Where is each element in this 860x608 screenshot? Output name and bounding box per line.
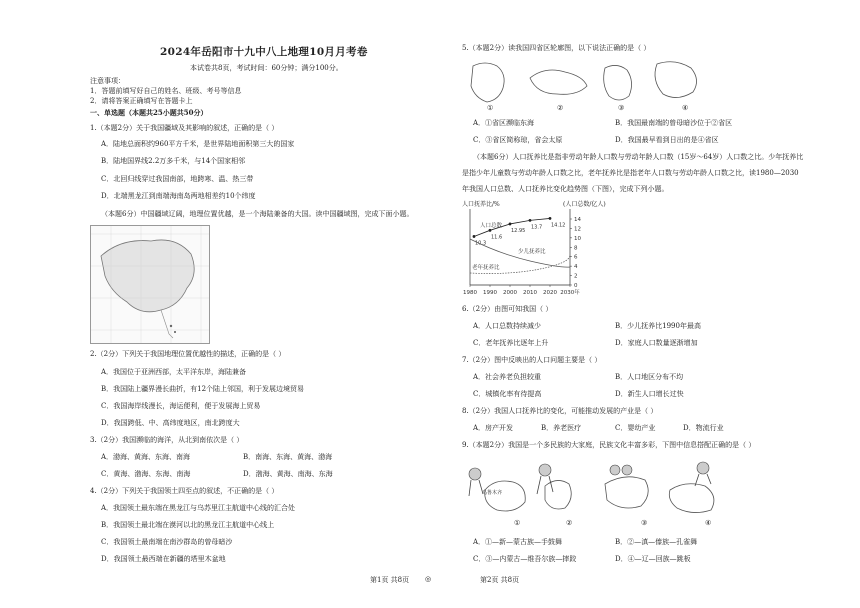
chart-x-tick-label: 1990 bbox=[483, 290, 497, 296]
chart-data-point bbox=[509, 223, 512, 226]
chart-data-point bbox=[489, 229, 492, 232]
notes-item: 2．请将答案正确填写在答题卡上 bbox=[90, 97, 193, 105]
q4-option-b[interactable]: B．我国领土最北端在漠河以北的黑龙江主航道中心线上 bbox=[101, 521, 275, 529]
culture-label: ③ bbox=[641, 519, 648, 527]
q3-option-b[interactable]: B．南海、东海、黄海、渤海 bbox=[243, 453, 333, 461]
chart-data-label: 14.12 bbox=[551, 222, 566, 229]
q3-stem: 3.（2分）我国濒临的海洋，从北到南依次是（ ） bbox=[90, 436, 244, 444]
culture-image-2 bbox=[537, 464, 571, 509]
q5-option-a[interactable]: A．①省区濒临东海 bbox=[473, 119, 535, 127]
q4-option-d[interactable]: D．我国领土最西端在新疆的塔里木盆地 bbox=[101, 555, 226, 563]
q9-option-b[interactable]: B．②—滇—傣族—孔雀舞 bbox=[615, 538, 698, 546]
province-4-outline bbox=[655, 62, 697, 98]
province-3-outline bbox=[604, 65, 632, 100]
chart-y-tick-label: 0 bbox=[574, 283, 578, 289]
q8-option-c[interactable]: C．婴幼产业 bbox=[615, 424, 656, 432]
chart-y-tick-label: 4 bbox=[574, 264, 578, 271]
section-heading: 一、单选题（本题共25小题共50分） bbox=[90, 108, 208, 117]
q4-option-a[interactable]: A．我国领土最东端在黑龙江与乌苏里江主航道中心线的汇合处 bbox=[101, 504, 296, 512]
province-label: ② bbox=[557, 104, 564, 112]
q2-option-c[interactable]: C．我国海岸线漫长，海运便利，便于发展海上贸易 bbox=[101, 402, 261, 410]
culture-image-4 bbox=[669, 462, 714, 513]
intro-text: （本题6分）人口抚养比是指非劳动年龄人口数与劳动年龄人口数（15岁～64岁）人口数之比。少年抚养比 bbox=[473, 153, 804, 161]
q4-stem: 4.（2分）下列关于我国领土四至点的叙述，不正确的是（ ） bbox=[90, 487, 279, 495]
q5-option-b[interactable]: B．我国最南端的曾母暗沙位于②省区 bbox=[615, 119, 733, 127]
chart-data-label: 13.7 bbox=[531, 224, 543, 231]
province-label: ① bbox=[487, 104, 494, 112]
q9-option-d[interactable]: D．④—辽—回族—跳板 bbox=[615, 555, 691, 563]
q7-option-b[interactable]: B．人口地区分布不均 bbox=[615, 373, 684, 381]
chart-x-tick-label: 2000 bbox=[503, 290, 517, 296]
chart-ylabel-right: (人口总数/亿人) bbox=[563, 201, 606, 208]
notes-heading: 注意事项： bbox=[90, 77, 125, 85]
chart-y-tick-label: 2 bbox=[574, 273, 578, 280]
q1-option-a[interactable]: A．陆地总面积约960平方千米，是世界陆地面积第三大的国家 bbox=[101, 140, 295, 148]
chart-data-label: 11.6 bbox=[491, 234, 503, 241]
population-chart bbox=[462, 197, 614, 299]
ethnic-culture-images bbox=[465, 456, 735, 526]
intro-text: （本题6分）中国疆域辽阔，地理位置优越，是一个海陆兼备的大国。读中国疆域图，完成下面小题。 bbox=[101, 210, 414, 218]
notes-item: 1．答题前填写好自己的姓名、班级、考号等信息 bbox=[90, 87, 242, 95]
q8-stem: 8.（2分）我国人口抚养比的变化，可能推动发展的产业是（ ） bbox=[462, 407, 658, 415]
q5-option-d[interactable]: D．我国最早看到日出的是④省区 bbox=[615, 136, 719, 144]
map-icon bbox=[91, 226, 209, 343]
chart-x-tick-label: 1980 bbox=[463, 290, 477, 296]
footer-separator: ◎ bbox=[425, 575, 432, 583]
q1-option-b[interactable]: B．陆地国界线2.2万多千米，与14个国家相邻 bbox=[101, 157, 246, 165]
exam-info: 本试卷共8页，考试时间：60分钟；满分100分。 bbox=[190, 64, 343, 72]
chart-y-tick-label: 6 bbox=[574, 254, 578, 261]
china-territory-map bbox=[90, 225, 210, 344]
q2-option-d[interactable]: D．我国跨低、中、高纬度地区，南北跨度大 bbox=[101, 419, 240, 427]
q7-stem: 7.（2分）图中反映出的人口问题主要是（ ） bbox=[462, 356, 602, 364]
province-outlines bbox=[465, 56, 850, 110]
province-1-outline bbox=[471, 63, 504, 102]
chart-data-point bbox=[549, 217, 552, 220]
q2-option-a[interactable]: A．我国位于亚洲西部，太平洋东岸，海陆兼备 bbox=[101, 368, 247, 376]
q5-stem: 5.（本题2分）读我国四省区轮廓图，以下说法正确的是（ ） bbox=[462, 44, 651, 52]
intro-text: 是指少年儿童数与劳动年龄人口数之比，老年抚养比是指老年人口数与劳动年龄人口数之比，读1980—2030 bbox=[462, 169, 799, 177]
chart-series-label: 老年抚养比 bbox=[472, 265, 500, 271]
q8-option-a[interactable]: A．房产开发 bbox=[473, 424, 514, 432]
chart-x-tick-label: 2010 bbox=[523, 290, 537, 296]
q6-option-c[interactable]: C．老年抚养比逐年上升 bbox=[473, 339, 549, 347]
culture-label: ① bbox=[514, 519, 521, 527]
q4-option-c[interactable]: C．我国领土最南端在南沙群岛的曾母暗沙 bbox=[101, 538, 233, 546]
culture-label: ④ bbox=[705, 519, 712, 527]
chart-y-tick-label: 10 bbox=[574, 235, 581, 242]
q9-option-c[interactable]: C．③—内蒙古—维吾尔族—摔跤 bbox=[473, 555, 577, 563]
chart-y-tick-label: 14 bbox=[574, 217, 581, 223]
map-place-label: 乌鲁木齐 bbox=[482, 490, 503, 496]
q2-option-b[interactable]: B．我国陆上疆界漫长曲折，有12个陆上邻国，利于发展边境贸易 bbox=[101, 385, 305, 393]
page-number-right: 第2页 共8页 bbox=[480, 576, 520, 584]
q6-option-b[interactable]: B．少儿抚养比1990年最高 bbox=[615, 322, 701, 330]
q6-stem: 6.（2分）由图可知我国（ ） bbox=[462, 305, 553, 313]
province-2-outline bbox=[530, 70, 587, 94]
chart-ylabel-left: 人口抚养比/% bbox=[462, 201, 500, 208]
q9-option-a[interactable]: A．①—新—蒙古族—手鼓舞 bbox=[473, 538, 563, 546]
q1-option-d[interactable]: D．北端黑龙江到南端海南岛两地相差约10个纬度 bbox=[101, 192, 256, 200]
culture-image-3 bbox=[605, 465, 648, 508]
chart-series-label: 人口总数 bbox=[480, 223, 503, 229]
q7-option-a[interactable]: A．社会养老负担较重 bbox=[473, 373, 542, 381]
q5-option-c[interactable]: C．③省区简称琼，省会太原 bbox=[473, 136, 563, 144]
page-number-left: 第1页 共8页 bbox=[370, 576, 410, 584]
q8-option-d[interactable]: D．物流行业 bbox=[683, 424, 724, 432]
q8-option-b[interactable]: B．养老医疗 bbox=[541, 424, 582, 432]
q3-option-c[interactable]: C．黄海、渤海、东海、南海 bbox=[101, 470, 191, 478]
chart-data-point bbox=[529, 219, 532, 222]
chart-data-label: 10.3 bbox=[475, 240, 487, 247]
q6-option-d[interactable]: D．家庭人口数量逐渐增加 bbox=[615, 339, 698, 347]
chart-x-tick-label: 2020 bbox=[543, 290, 557, 296]
q9-stem: 9.（本题2分）我国是一个多民族的大家庭，民族文化丰富多彩，下图中信息搭配正确的是（ ） bbox=[462, 441, 756, 449]
q7-option-d[interactable]: D．新生人口增长过快 bbox=[615, 390, 684, 398]
q3-option-d[interactable]: D．渤海、黄海、南海、东海 bbox=[243, 470, 333, 478]
chart-data-label: 12.95 bbox=[511, 227, 526, 234]
q1-stem: 1.（本题2分）关于我国疆域及其影响的叙述，正确的是（ ） bbox=[90, 124, 279, 132]
province-label: ③ bbox=[618, 104, 625, 112]
q6-option-a[interactable]: A．人口总数持续减少 bbox=[473, 322, 542, 330]
q7-option-c[interactable]: C．城镇化率有待提高 bbox=[473, 390, 542, 398]
chart-y-tick-label: 12 bbox=[574, 226, 581, 233]
chart-y-tick-label: 8 bbox=[574, 245, 578, 252]
chart-x-tick-label: 2030年 bbox=[560, 290, 580, 296]
q3-option-a[interactable]: A．渤海、黄海、东海、南海 bbox=[101, 453, 191, 461]
q1-option-c[interactable]: C．北回归线穿过我国南部，地跨寒、温、热三带 bbox=[101, 175, 254, 183]
exam-title: 2024年岳阳市十九中八上地理10月月考卷 bbox=[160, 46, 368, 58]
chart-series-label: 少儿抚养比 bbox=[518, 249, 546, 255]
culture-label: ② bbox=[566, 519, 573, 527]
q2-stem: 2.（2分）下列关于我国地理位置优越性的描述，正确的是（ ） bbox=[90, 350, 286, 358]
intro-text: 年我国人口总数、人口抚养比变化趋势图（下图），完成下列小题。 bbox=[462, 185, 669, 193]
province-label: ④ bbox=[682, 104, 689, 112]
chart-data-point bbox=[473, 235, 476, 238]
